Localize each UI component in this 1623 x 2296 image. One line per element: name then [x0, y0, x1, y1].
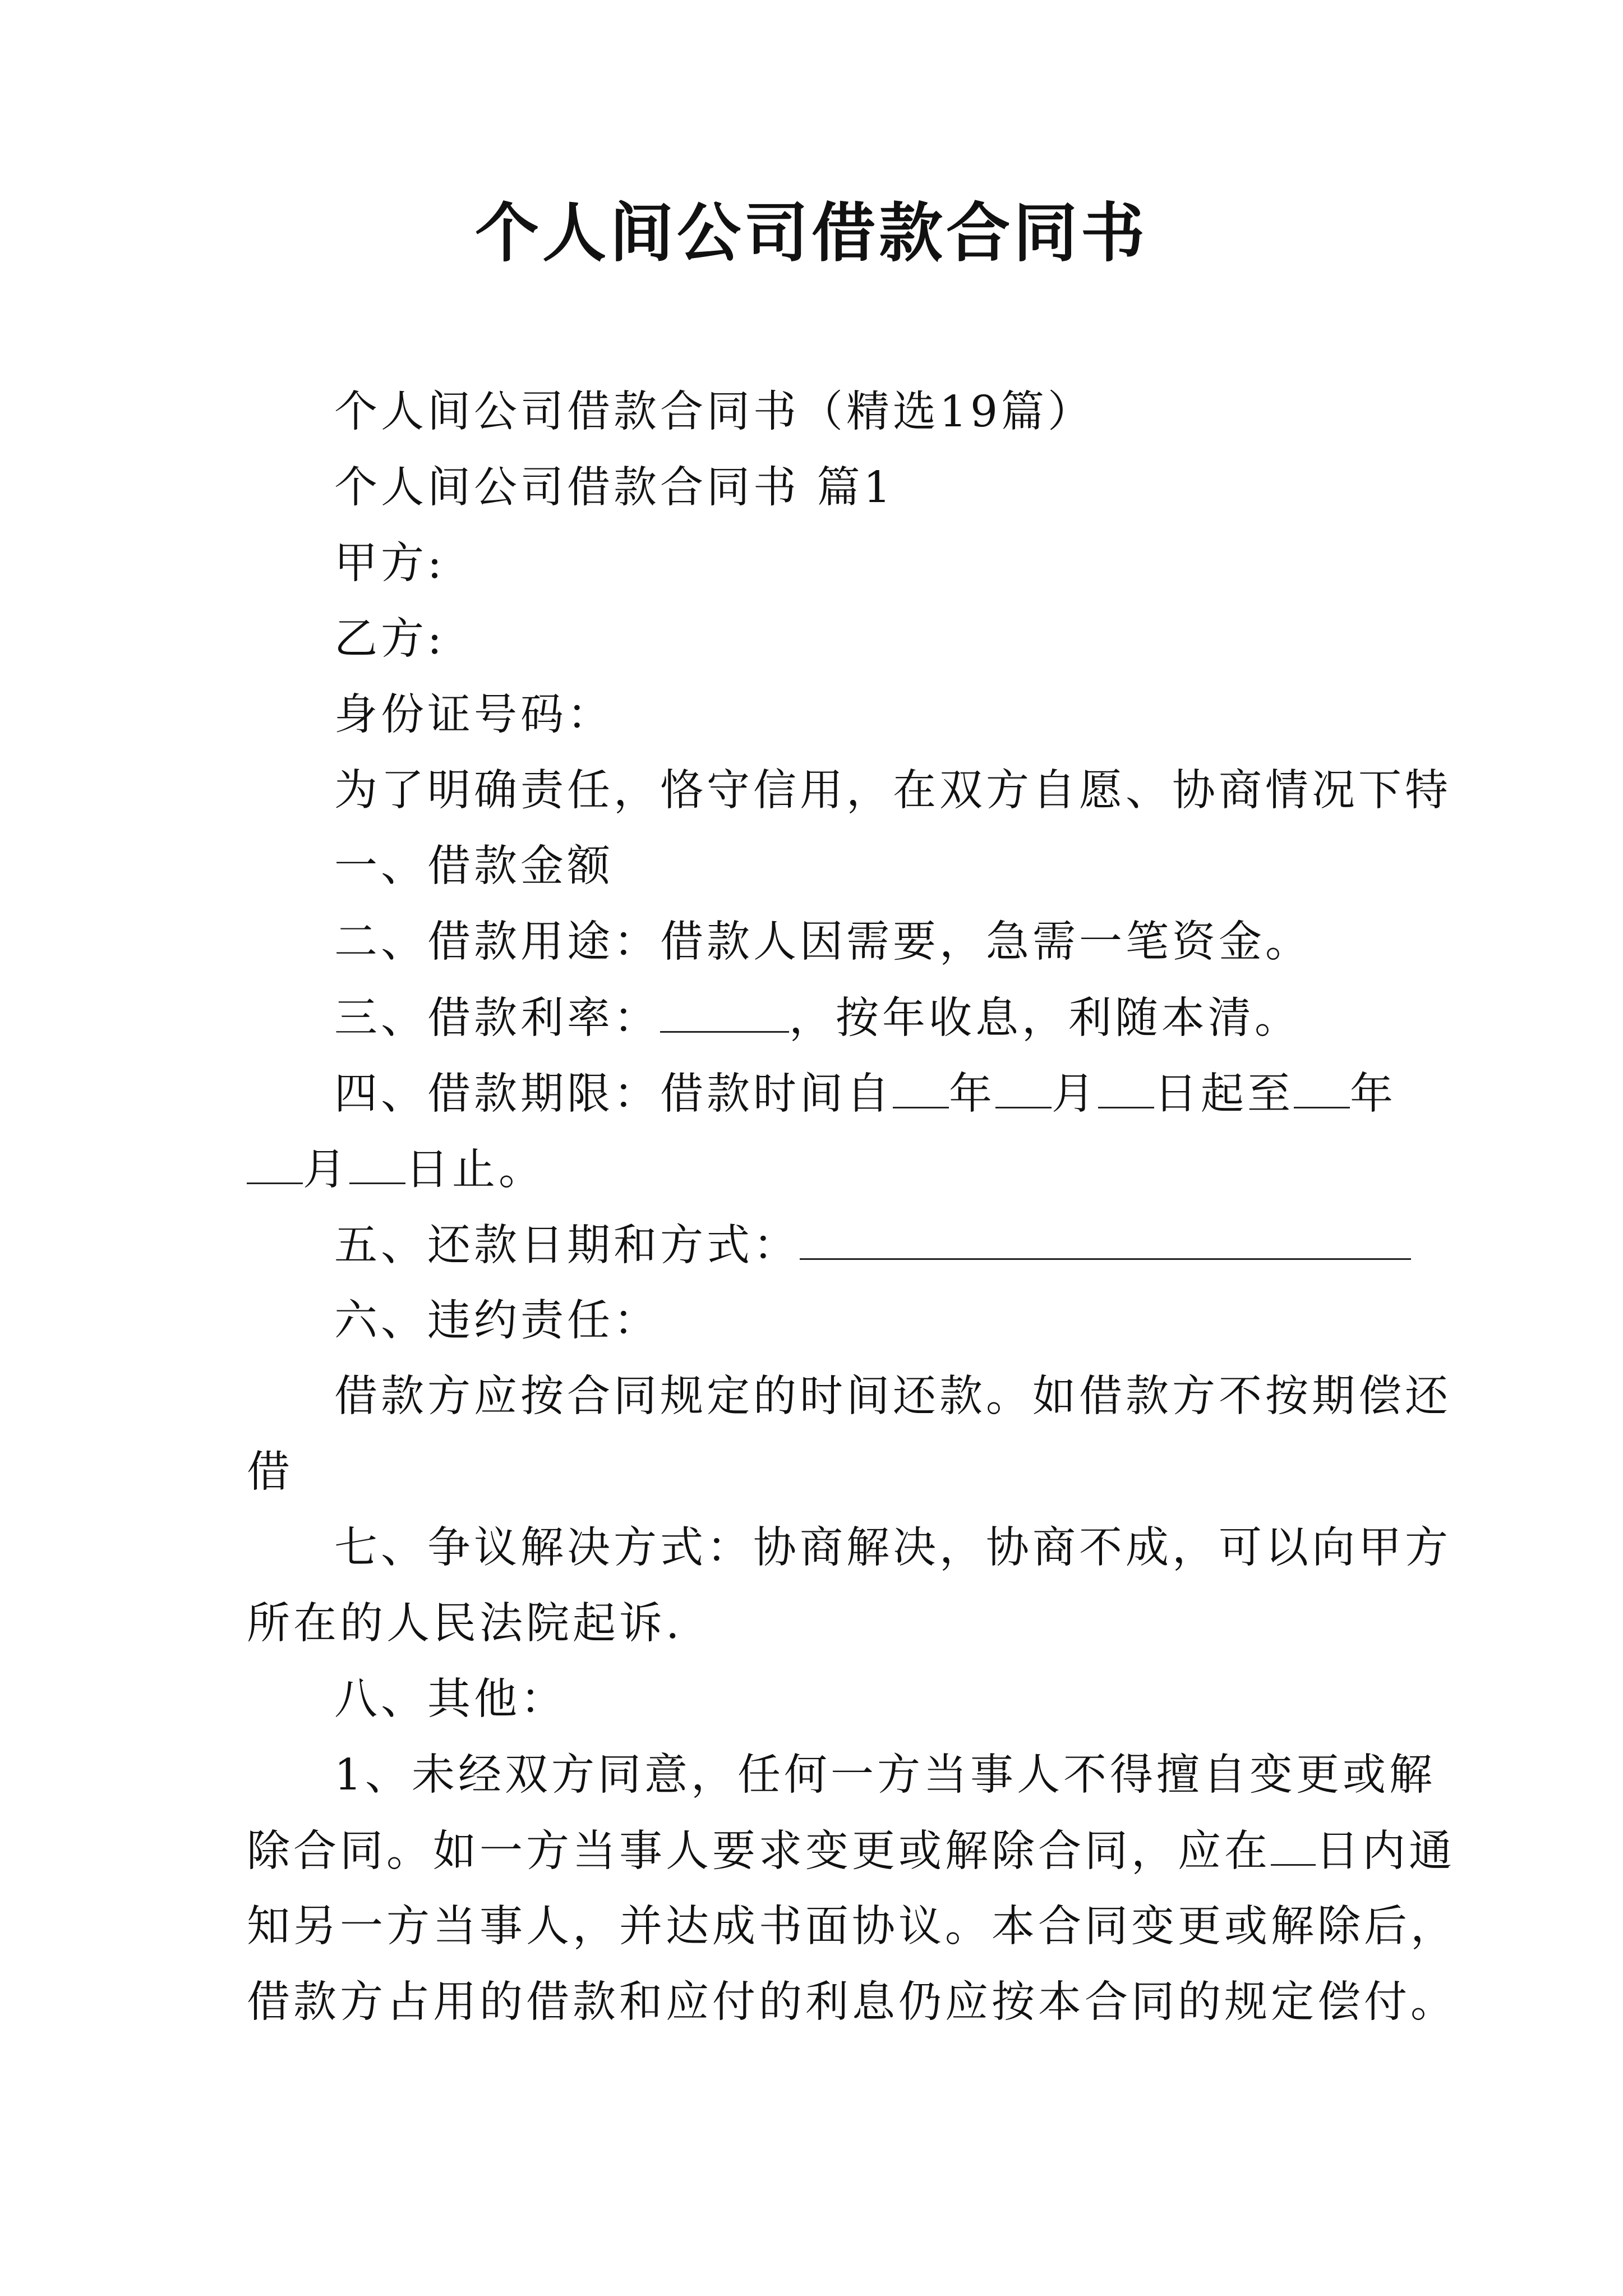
clause-6-body: 借款方应按合同规定的时间还款。如借款方不按期偿还 [334, 1372, 1451, 1421]
year-text: 年 [949, 1069, 995, 1120]
clause-1-line: 一、借款金额 [334, 841, 614, 891]
section-heading: 个人间公司借款合同书 篇1 [334, 463, 895, 513]
clause-8-item-1: 1、未经双方同意，任何一方当事人不得擅自变更或解 [334, 1750, 1436, 1800]
clause-8-item-1-line-4: 借款方占用的借款和应付的利息仍应按本合同的规定偿付。 [247, 1977, 1457, 2027]
day-to-text: 日起至 [1154, 1069, 1294, 1120]
document-title: 个人间公司借款合同书 [474, 195, 1148, 270]
clause-3-rest: ，按年收息，利随本清。 [789, 993, 1301, 1044]
clause-3-line [334, 990, 1301, 1047]
clause-8-text-a: 除合同。如一方当事人要求变更或解除合同，应在 [247, 1826, 1271, 1877]
start-year-blank [893, 1066, 949, 1108]
end-year-blank [1294, 1066, 1350, 1108]
month-text-2: 月 [303, 1145, 349, 1195]
notice-days-blank [1271, 1823, 1316, 1866]
clause-4-continued [247, 1142, 545, 1198]
clause-3-label: 三、借款利率： [334, 993, 660, 1044]
clause-2-line: 二、借款用途：借款人因需要，急需一笔资金。 [334, 917, 1312, 967]
clause-8-text-b: 日内通 [1316, 1826, 1455, 1877]
clause-5-label: 五、还款日期和方式： [334, 1221, 800, 1271]
end-month-blank [247, 1142, 303, 1184]
day-end-text: 日止。 [405, 1145, 545, 1195]
clause-4-line [334, 1066, 1396, 1122]
clause-8-item-1-continued [247, 1823, 1455, 1880]
repayment-blank [800, 1217, 1411, 1260]
clause-4-label: 四、借款期限：借款时间自 [334, 1069, 893, 1120]
end-day-blank [349, 1142, 405, 1184]
year-text-2: 年 [1350, 1069, 1396, 1120]
party-b-line: 乙方: [334, 614, 445, 664]
preamble-line: 为了明确责任，恪守信用，在双方自愿、协商情况下特 [334, 766, 1451, 816]
clause-5-line [334, 1217, 1411, 1274]
clause-6-line: 六、违约责任： [334, 1296, 660, 1346]
start-day-blank [1098, 1066, 1154, 1108]
subtitle-line: 个人间公司借款合同书（精选19篇） [334, 387, 1094, 437]
id-number-line: 身份证号码： [334, 690, 614, 740]
clause-8-item-1-line-3: 知另一方当事人，并达成书面协议。本合同变更或解除后， [247, 1902, 1457, 1952]
clause-7-line: 七、争议解决方式：协商解决，协商不成，可以向甲方 [334, 1523, 1451, 1573]
clause-8-line: 八、其他： [334, 1674, 567, 1724]
party-a-line: 甲方: [334, 539, 445, 588]
clause-7-continued: 所在的人民法院起诉. [247, 1599, 683, 1649]
start-month-blank [995, 1066, 1052, 1108]
interest-rate-blank [660, 990, 789, 1033]
month-text: 月 [1052, 1069, 1098, 1120]
clause-6-body-continued: 借 [247, 1447, 293, 1497]
